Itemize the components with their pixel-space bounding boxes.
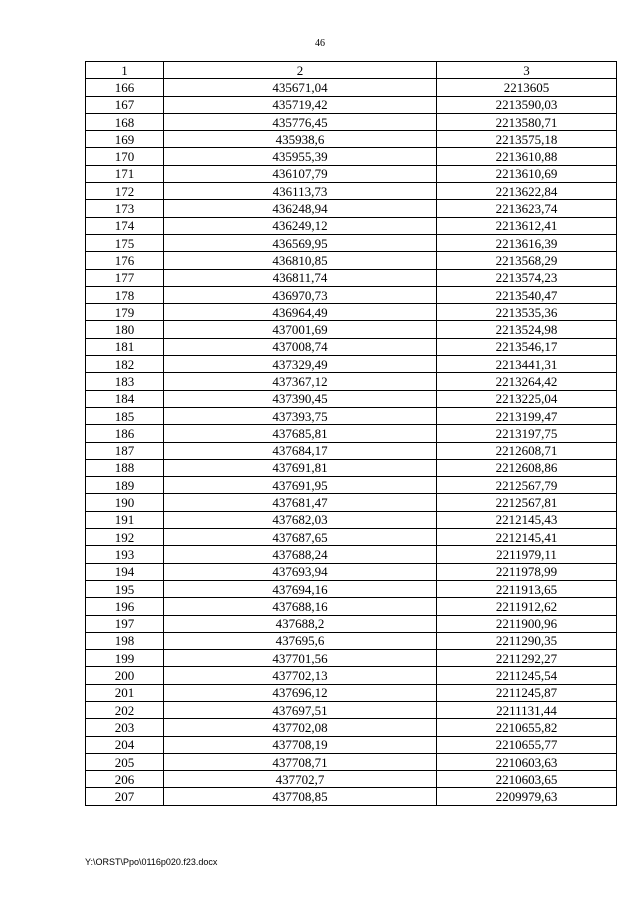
- y-coordinate-cell: 2212145,43: [437, 511, 617, 528]
- y-coordinate-cell: 2213197,75: [437, 425, 617, 442]
- y-coordinate-cell: 2211131,44: [437, 701, 617, 718]
- y-coordinate-cell: 2211979,11: [437, 546, 617, 563]
- point-number-cell: 179: [86, 304, 164, 321]
- table-row: [86, 667, 617, 684]
- y-coordinate-cell: 2213612,41: [437, 217, 617, 234]
- page-number: 46: [315, 38, 325, 49]
- point-number-cell: 177: [86, 269, 164, 286]
- table-row: [86, 771, 617, 788]
- y-coordinate-cell: 2210603,63: [437, 753, 617, 770]
- y-coordinate-cell: 2212567,79: [437, 477, 617, 494]
- table-row: [86, 563, 617, 580]
- point-number-cell: 178: [86, 286, 164, 303]
- y-coordinate-cell: 2213610,69: [437, 165, 617, 182]
- x-coordinate-cell: 437688,2: [164, 615, 437, 632]
- point-number-cell: 188: [86, 459, 164, 476]
- x-coordinate-cell: 437688,24: [164, 546, 437, 563]
- table-row: [86, 338, 617, 355]
- point-number-cell: 193: [86, 546, 164, 563]
- point-number-cell: 168: [86, 113, 164, 130]
- x-coordinate-cell: 436248,94: [164, 200, 437, 217]
- x-coordinate-cell: 436249,12: [164, 217, 437, 234]
- table-row: [86, 684, 617, 701]
- x-coordinate-cell: 437329,49: [164, 356, 437, 373]
- x-coordinate-cell: 437682,03: [164, 511, 437, 528]
- point-number-cell: 174: [86, 217, 164, 234]
- y-coordinate-cell: 2212608,86: [437, 459, 617, 476]
- x-coordinate-cell: 436569,95: [164, 234, 437, 251]
- x-coordinate-cell: 437390,45: [164, 390, 437, 407]
- point-number-cell: 192: [86, 529, 164, 546]
- y-coordinate-cell: 2210603,65: [437, 771, 617, 788]
- y-coordinate-cell: 2213524,98: [437, 321, 617, 338]
- y-coordinate-cell: 2211245,54: [437, 667, 617, 684]
- x-coordinate-cell: 437702,7: [164, 771, 437, 788]
- y-coordinate-cell: 2211912,62: [437, 598, 617, 615]
- point-number-cell: 185: [86, 407, 164, 424]
- x-coordinate-cell: 436107,79: [164, 165, 437, 182]
- table-row: [86, 269, 617, 286]
- x-coordinate-cell: 437693,94: [164, 563, 437, 580]
- table-row: [86, 736, 617, 753]
- point-number-cell: 176: [86, 252, 164, 269]
- file-path-footer: Y:\ORST\Ppo\0116p020.f23.docx: [85, 857, 218, 867]
- x-coordinate-cell: 437001,69: [164, 321, 437, 338]
- table-body: [86, 79, 617, 805]
- x-coordinate-cell: 437701,56: [164, 650, 437, 667]
- y-coordinate-cell: 2213605: [437, 79, 617, 96]
- column-header-2: 2: [164, 62, 437, 79]
- table-row: [86, 148, 617, 165]
- table-row: [86, 459, 617, 476]
- x-coordinate-cell: 436811,74: [164, 269, 437, 286]
- y-coordinate-cell: 2210655,82: [437, 719, 617, 736]
- point-number-cell: 203: [86, 719, 164, 736]
- table-row: [86, 131, 617, 148]
- point-number-cell: 181: [86, 338, 164, 355]
- point-number-cell: 194: [86, 563, 164, 580]
- point-number-cell: 172: [86, 183, 164, 200]
- table-row: [86, 580, 617, 597]
- point-number-cell: 183: [86, 373, 164, 390]
- table-row: [86, 304, 617, 321]
- point-number-cell: 166: [86, 79, 164, 96]
- point-number-cell: 182: [86, 356, 164, 373]
- table-row: [86, 701, 617, 718]
- x-coordinate-cell: 437697,51: [164, 701, 437, 718]
- y-coordinate-cell: 2212567,81: [437, 494, 617, 511]
- x-coordinate-cell: 437393,75: [164, 407, 437, 424]
- y-coordinate-cell: 2212608,71: [437, 442, 617, 459]
- x-coordinate-cell: 437681,47: [164, 494, 437, 511]
- point-number-cell: 200: [86, 667, 164, 684]
- table-row: [86, 286, 617, 303]
- table-row: [86, 494, 617, 511]
- y-coordinate-cell: 2211290,35: [437, 632, 617, 649]
- point-number-cell: 186: [86, 425, 164, 442]
- coordinates-table: [85, 61, 617, 806]
- point-number-cell: 190: [86, 494, 164, 511]
- table-row: [86, 390, 617, 407]
- x-coordinate-cell: 437702,08: [164, 719, 437, 736]
- point-number-cell: 184: [86, 390, 164, 407]
- table-row: [86, 217, 617, 234]
- y-coordinate-cell: 2211245,87: [437, 684, 617, 701]
- x-coordinate-cell: 437696,12: [164, 684, 437, 701]
- x-coordinate-cell: 436970,73: [164, 286, 437, 303]
- point-number-cell: 199: [86, 650, 164, 667]
- y-coordinate-cell: 2213590,03: [437, 96, 617, 113]
- x-coordinate-cell: 436113,73: [164, 183, 437, 200]
- y-coordinate-cell: 2211900,96: [437, 615, 617, 632]
- table-row: [86, 615, 617, 632]
- y-coordinate-cell: 2211913,65: [437, 580, 617, 597]
- table-row: [86, 753, 617, 770]
- x-coordinate-cell: 435671,04: [164, 79, 437, 96]
- x-coordinate-cell: 437367,12: [164, 373, 437, 390]
- y-coordinate-cell: 2212145,41: [437, 529, 617, 546]
- x-coordinate-cell: 435719,42: [164, 96, 437, 113]
- y-coordinate-cell: 2213580,71: [437, 113, 617, 130]
- table-row: [86, 511, 617, 528]
- table-row: [86, 598, 617, 615]
- x-coordinate-cell: 437685,81: [164, 425, 437, 442]
- point-number-cell: 198: [86, 632, 164, 649]
- point-number-cell: 187: [86, 442, 164, 459]
- point-number-cell: 206: [86, 771, 164, 788]
- x-coordinate-cell: 437691,81: [164, 459, 437, 476]
- x-coordinate-cell: 437694,16: [164, 580, 437, 597]
- x-coordinate-cell: 437708,85: [164, 788, 437, 805]
- y-coordinate-cell: 2213546,17: [437, 338, 617, 355]
- x-coordinate-cell: 435776,45: [164, 113, 437, 130]
- table-row: [86, 719, 617, 736]
- point-number-cell: 169: [86, 131, 164, 148]
- y-coordinate-cell: 2213264,42: [437, 373, 617, 390]
- x-coordinate-cell: 436964,49: [164, 304, 437, 321]
- table-row: [86, 529, 617, 546]
- x-coordinate-cell: 435938,6: [164, 131, 437, 148]
- table-row: [86, 113, 617, 130]
- y-coordinate-cell: 2211978,99: [437, 563, 617, 580]
- x-coordinate-cell: 437708,71: [164, 753, 437, 770]
- y-coordinate-cell: 2213199,47: [437, 407, 617, 424]
- x-coordinate-cell: 437008,74: [164, 338, 437, 355]
- point-number-cell: 197: [86, 615, 164, 632]
- y-coordinate-cell: 2210655,77: [437, 736, 617, 753]
- table-row: [86, 200, 617, 217]
- y-coordinate-cell: 2213225,04: [437, 390, 617, 407]
- point-number-cell: 205: [86, 753, 164, 770]
- x-coordinate-cell: 437684,17: [164, 442, 437, 459]
- point-number-cell: 189: [86, 477, 164, 494]
- y-coordinate-cell: 2213616,39: [437, 234, 617, 251]
- y-coordinate-cell: 2209979,63: [437, 788, 617, 805]
- table-row: [86, 632, 617, 649]
- point-number-cell: 180: [86, 321, 164, 338]
- y-coordinate-cell: 2213535,36: [437, 304, 617, 321]
- x-coordinate-cell: 437708,19: [164, 736, 437, 753]
- y-coordinate-cell: 2213623,74: [437, 200, 617, 217]
- point-number-cell: 175: [86, 234, 164, 251]
- y-coordinate-cell: 2213610,88: [437, 148, 617, 165]
- point-number-cell: 207: [86, 788, 164, 805]
- column-header-1: 1: [86, 62, 164, 79]
- point-number-cell: 201: [86, 684, 164, 701]
- y-coordinate-cell: 2213540,47: [437, 286, 617, 303]
- table-row: [86, 788, 617, 805]
- table-row: [86, 546, 617, 563]
- point-number-cell: 191: [86, 511, 164, 528]
- table-row: [86, 96, 617, 113]
- x-coordinate-cell: 436810,85: [164, 252, 437, 269]
- x-coordinate-cell: 437691,95: [164, 477, 437, 494]
- point-number-cell: 195: [86, 580, 164, 597]
- x-coordinate-cell: 437687,65: [164, 529, 437, 546]
- y-coordinate-cell: 2211292,27: [437, 650, 617, 667]
- column-header-3: 3: [437, 62, 617, 79]
- table-header-row: [86, 62, 617, 79]
- point-number-cell: 202: [86, 701, 164, 718]
- table-row: [86, 650, 617, 667]
- y-coordinate-cell: 2213441,31: [437, 356, 617, 373]
- point-number-cell: 171: [86, 165, 164, 182]
- point-number-cell: 170: [86, 148, 164, 165]
- x-coordinate-cell: 435955,39: [164, 148, 437, 165]
- table-row: [86, 425, 617, 442]
- y-coordinate-cell: 2213575,18: [437, 131, 617, 148]
- x-coordinate-cell: 437702,13: [164, 667, 437, 684]
- table-row: [86, 321, 617, 338]
- table-row: [86, 183, 617, 200]
- table-row: [86, 477, 617, 494]
- table-row: [86, 252, 617, 269]
- point-number-cell: 173: [86, 200, 164, 217]
- table-row: [86, 79, 617, 96]
- table-row: [86, 373, 617, 390]
- table-row: [86, 407, 617, 424]
- table-row: [86, 442, 617, 459]
- table-row: [86, 234, 617, 251]
- x-coordinate-cell: 437695,6: [164, 632, 437, 649]
- y-coordinate-cell: 2213574,23: [437, 269, 617, 286]
- table-row: [86, 165, 617, 182]
- point-number-cell: 167: [86, 96, 164, 113]
- y-coordinate-cell: 2213568,29: [437, 252, 617, 269]
- x-coordinate-cell: 437688,16: [164, 598, 437, 615]
- y-coordinate-cell: 2213622,84: [437, 183, 617, 200]
- table-row: [86, 356, 617, 373]
- point-number-cell: 196: [86, 598, 164, 615]
- point-number-cell: 204: [86, 736, 164, 753]
